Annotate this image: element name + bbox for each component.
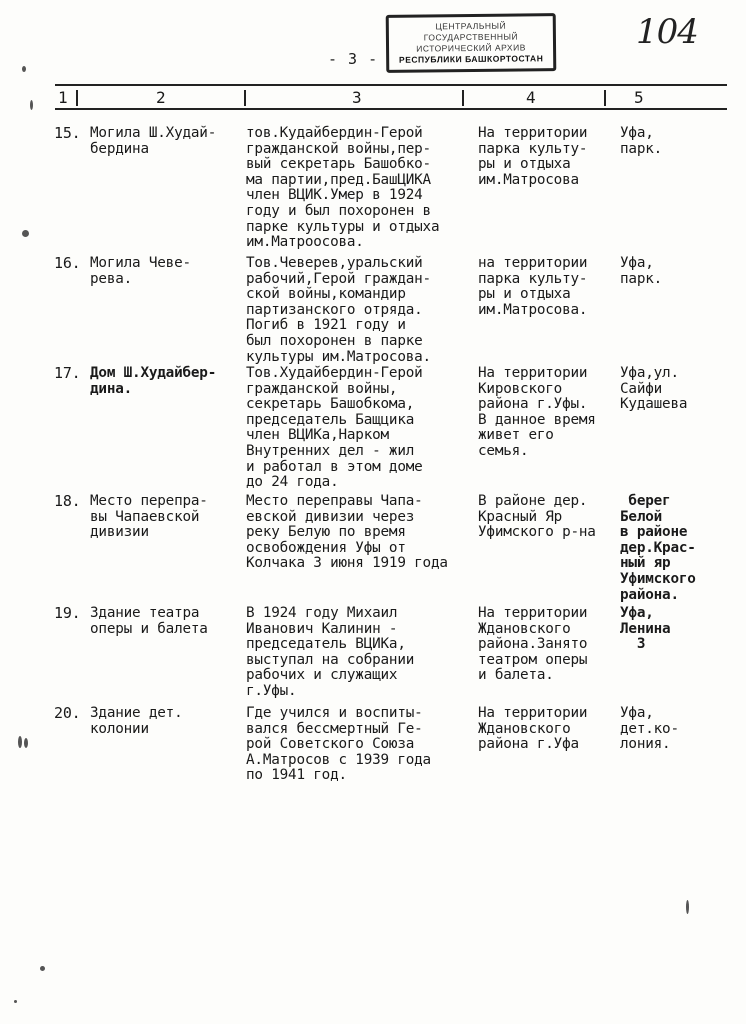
monument-address: берег Белой в районе дер.Крас- ный яр Уфимского района.: [620, 493, 696, 603]
row-number: 18.: [54, 492, 81, 510]
row-number: 16.: [54, 254, 81, 272]
monument-location: В районе дер. Красный Яр Уфимского р-на: [478, 493, 596, 541]
scan-speck: [40, 966, 45, 971]
monument-location: На территории Кировского района г.Уфы. В данное время живет его семья.: [478, 365, 596, 459]
monument-location: На территории Ждановского района г.Уфа: [478, 705, 588, 753]
monument-description: Где учился и воспиты- вался бессмертный Ге- рой Советского Союза А.Матросов с 1939 года по 1941 год.: [246, 705, 431, 784]
monument-address: Уфа, парк.: [620, 255, 663, 287]
column-separator: [76, 90, 78, 106]
monument-description: Место переправы Чапа- евской дивизии через реку Белую по время освобождения Уфы от Колчака 3 июня 1919 года: [246, 493, 448, 572]
monument-location: На территории парка культу- ры и отдыха им.Матросова: [478, 125, 588, 188]
monument-name: Здание дет. колонии: [90, 705, 183, 737]
monument-name: Дом Ш.Худайбер- дина.: [90, 365, 217, 397]
monument-name: Могила Чеве- рева.: [90, 255, 191, 287]
column-header-4: 4: [526, 88, 536, 107]
scan-speck: [686, 900, 689, 914]
column-separator: [462, 90, 464, 106]
sheet-number-handwritten: 104: [636, 12, 698, 52]
row-number: 15.: [54, 124, 81, 142]
stamp-line: ГОСУДАРСТВЕННЫЙ: [423, 31, 519, 43]
header-rule-top: [55, 84, 727, 86]
monument-name: Здание театра оперы и балета: [90, 605, 208, 637]
monument-description: Тов.Чеверев,уральский рабочий,Герой граждан- ской войны,командир партизанского отряда. Погиб в 1921 году и был похоронен в парке культуры им.Матросова.: [246, 255, 431, 365]
monument-name: Могила Ш.Худай- бердина: [90, 125, 217, 157]
column-header-1: 1: [58, 88, 68, 107]
scan-speck: [18, 736, 22, 748]
monument-address: Уфа, Ленина 3: [620, 605, 671, 653]
column-header-2: 2: [156, 88, 166, 107]
page-number: - 3 -: [328, 50, 379, 68]
monument-location: на территории парка культу- ры и отдыха им.Матросова.: [478, 255, 588, 318]
monument-address: Уфа, парк.: [620, 125, 663, 157]
stamp-line: ЦЕНТРАЛЬНЫЙ: [435, 20, 507, 32]
monument-address: Уфа,ул. Сайфи Кудашева: [620, 365, 688, 413]
monument-description: тов.Кудайбердин-Герой гражданской войны,пер- вый секретарь Башобко- ма партии,пред.БашЦИКА член ВЦИК.Умер в 1924 году и был похоронен в парке культуры и отдыха им.Матроосова.: [246, 125, 440, 251]
scan-speck: [24, 738, 28, 748]
header-rule-bottom: [55, 108, 727, 110]
stamp-line: РЕСПУБЛИКИ БАШКОРТОСТАН: [398, 53, 544, 65]
column-header-3: 3: [352, 88, 362, 107]
monument-description: В 1924 году Михаил Иванович Калинин - председатель ВЦИКа, выступал на собрании рабочих и служащих г.Уфы.: [246, 605, 415, 699]
row-number: 19.: [54, 604, 81, 622]
monument-name: Место перепра- вы Чапаевской дивизии: [90, 493, 208, 541]
row-number: 17.: [54, 364, 81, 382]
monument-description: Тов.Худайбердин-Герой гражданской войны, секретарь Башобкома, председатель Бащцика член ВЦИКа,Нарком Внутренних дел - жил и работал в этом доме до 24 года.: [246, 365, 423, 491]
monument-address: Уфа, дет.ко- лония.: [620, 705, 679, 753]
scan-speck: [22, 66, 26, 72]
column-separator: [604, 90, 606, 106]
scan-speck: [22, 230, 29, 237]
monument-location: На территории Ждановского района.Занято театром оперы и балета.: [478, 605, 588, 684]
column-separator: [244, 90, 246, 106]
scan-speck: [14, 1000, 17, 1003]
row-number: 20.: [54, 704, 81, 722]
column-header-5: 5: [634, 88, 644, 107]
stamp-line: ИСТОРИЧЕСКИЙ АРХИВ: [416, 42, 526, 54]
archive-stamp: [386, 13, 557, 73]
scan-speck: [30, 100, 33, 110]
